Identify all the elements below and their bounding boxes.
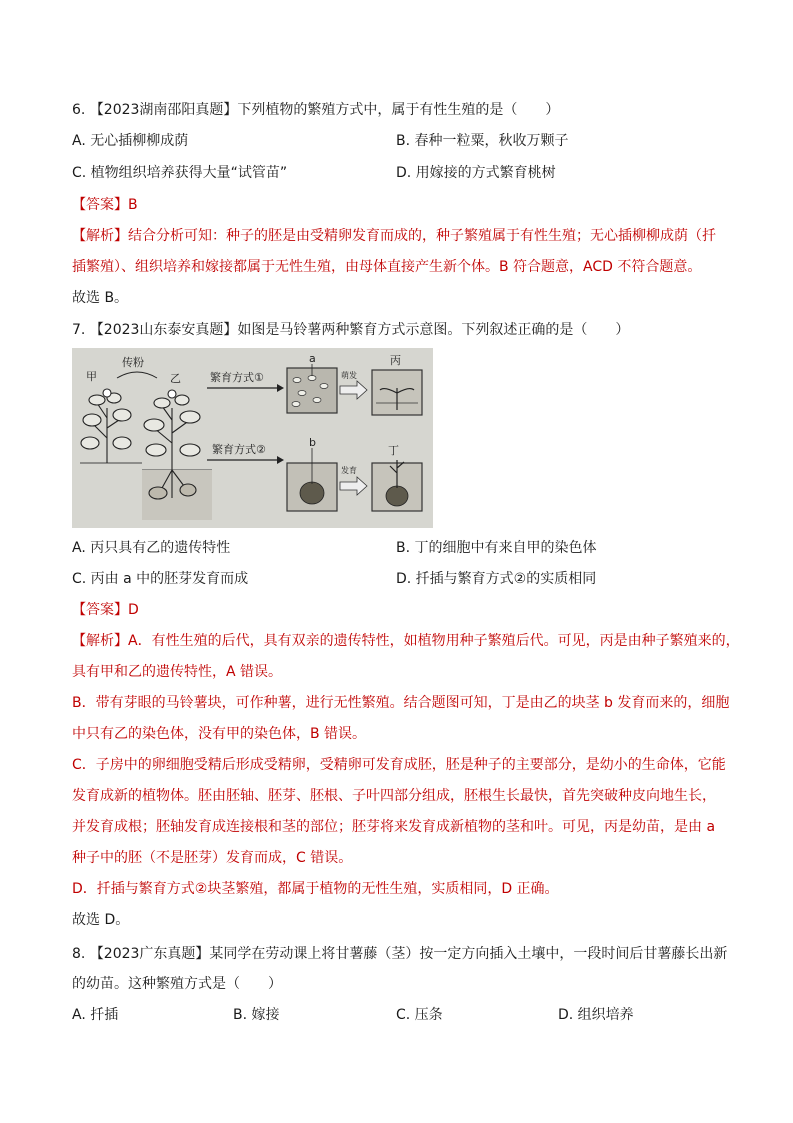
- label-method-1: 繁育方式①: [210, 371, 264, 384]
- q6-explanation-line-2: 插繁殖）、组织培养和嫁接都属于无性生殖，由母体直接产生新个体。B 符合题意，ACD 不符合题意。: [72, 259, 702, 275]
- q7-option-c: C. 丙由 a 中的胚芽发育而成: [72, 571, 249, 587]
- label-a: a: [309, 352, 316, 365]
- q7-stem: 7. 【2023山东泰安真题】如图是马铃薯两种繁育方式示意图。下列叙述正确的是（ ）: [72, 322, 630, 338]
- q7-explanation-b-line-2: 中只有乙的染色体，没有甲的染色体，B 错误。: [72, 726, 367, 742]
- answer-tag: 【答案】: [72, 602, 128, 618]
- answer-tag: 【答案】: [72, 197, 128, 213]
- answer-value: B: [128, 197, 138, 213]
- label-b: b: [309, 436, 316, 449]
- label-sprout-2: 发育: [341, 466, 357, 475]
- answer-value: D: [128, 602, 139, 618]
- q7-option-b: B. 丁的细胞中有来自甲的染色体: [396, 540, 597, 556]
- explanation-text: A．有性生殖的后代，具有双亲的遗传特性，如植物用种子繁殖后代。可见，丙是由种子繁殖来的，: [128, 633, 740, 649]
- q7-answer: [72, 600, 139, 620]
- q7-explanation-a-line-1: [72, 631, 740, 651]
- q8-option-a: A. 扦插: [72, 1007, 119, 1023]
- q7-explanation-c-line-4: 种子中的胚（不是胚芽）发育而成，C 错误。: [72, 850, 353, 866]
- q6-stem: 6. 【2023湖南邵阳真题】下列植物的繁殖方式中，属于有性生殖的是（ ）: [72, 102, 560, 118]
- label-bing: 丙: [390, 354, 401, 367]
- q8-option-d: D. 组织培养: [558, 1007, 634, 1023]
- label-jia: 甲: [86, 370, 97, 383]
- q6-option-a: A. 无心插柳柳成荫: [72, 133, 189, 149]
- q7-explanation-b-line-1: B．带有芽眼的马铃薯块，可作种薯，进行无性繁殖。结合题图可知，丁是由乙的块茎 b 发育而来的，细胞: [72, 695, 730, 711]
- q7-option-d: D. 扦插与繁育方式②的实质相同: [396, 571, 597, 587]
- explanation-text: 结合分析可知：种子的胚是由受精卵发育而成的，种子繁殖属于有性生殖；无心插柳柳成荫（扦: [128, 228, 716, 244]
- explanation-tag: 【解析】: [72, 633, 128, 649]
- q6-answer: [72, 195, 138, 215]
- q8-stem-line-1: 8. 【2023广东真题】某同学在劳动课上将甘薯藤（茎）按一定方向插入土壤中，一段时间后甘薯藤长出新: [72, 946, 728, 962]
- label-method-2: 繁育方式②: [212, 443, 266, 456]
- label-pollen: 传粉: [122, 356, 144, 369]
- q6-option-c: C. 植物组织培养获得大量“试管苗”: [72, 165, 288, 181]
- q7-explanation-a-line-2: 具有甲和乙的遗传特性，A 错误。: [72, 664, 283, 680]
- potato-propagation-figure: [72, 348, 433, 528]
- q7-explanation-c-line-1: C．子房中的卵细胞受精后形成受精卵，受精卵可发育成胚，胚是种子的主要部分，是幼小的生命体，它能: [72, 757, 726, 773]
- q7-explanation-c-line-3: 并发育成根；胚轴发育成连接根和茎的部位；胚芽将来发育成新植物的茎和叶。可见，丙是幼苗，是由 a: [72, 819, 716, 835]
- q6-option-d: D. 用嫁接的方式繁育桃树: [396, 165, 556, 181]
- label-sprout-1: 萌发: [341, 371, 357, 380]
- q8-stem-line-2: 的幼苗。这种繁殖方式是（ ）: [72, 976, 282, 992]
- label-ding: 丁: [388, 444, 399, 457]
- q7-option-a: A. 丙只具有乙的遗传特性: [72, 540, 231, 556]
- explanation-tag: 【解析】: [72, 228, 128, 244]
- q8-option-c: C. 压条: [396, 1007, 443, 1023]
- q6-option-b: B. 春种一粒粟，秋收万颗子: [396, 133, 569, 149]
- q6-conclusion: 故选 B。: [72, 290, 129, 306]
- q7-explanation-d-line-1: D．扦插与繁育方式②块茎繁殖，都属于植物的无性生殖，实质相同，D 正确。: [72, 881, 559, 897]
- q7-explanation-c-line-2: 发育成新的植物体。胚由胚轴、胚芽、胚根、子叶四部分组成，胚根生长最快，首先突破种皮向地生长，: [72, 788, 716, 804]
- q7-conclusion: 故选 D。: [72, 912, 130, 928]
- q6-explanation-line-1: [72, 226, 716, 246]
- q8-option-b: B. 嫁接: [233, 1007, 280, 1023]
- label-yi: 乙: [170, 372, 181, 385]
